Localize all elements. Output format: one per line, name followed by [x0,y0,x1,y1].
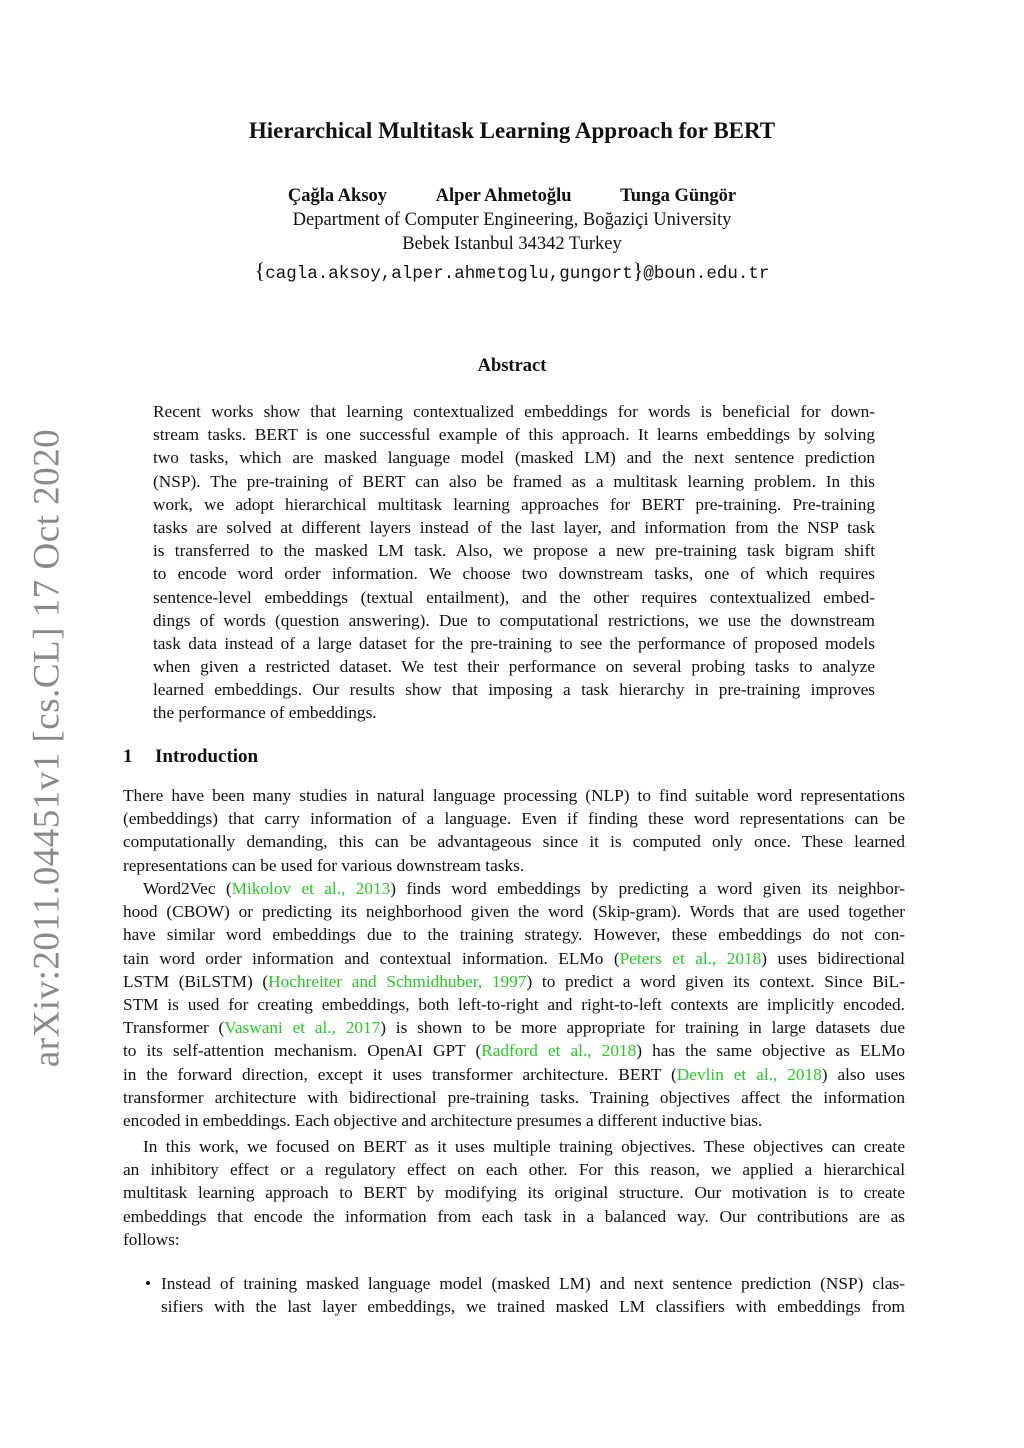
abstract-line: Recent works show that learning contextualized embeddings for words is beneficial for down- [153,402,875,421]
list-item [123,1272,905,1318]
abstract-line: work, we adopt hierarchical multitask learning approaches for BERT pre-training. Pre-training [153,494,875,514]
line-text: Transformer ( [123,1018,225,1038]
citation-link[interactable]: Hochreiter and Schmidhuber, 1997 [268,971,527,991]
line-text: ) also uses [821,1064,905,1084]
abstract-heading: Abstract [477,356,547,376]
section-title: Introduction [155,746,259,767]
paragraph-line [123,1039,905,1062]
paragraph-line: hood (CBOW) or predicting its neighborhood given the word (Skip-gram). Words that are used together [123,902,905,922]
line-text: ) finds word embeddings by predicting a word given its neighbor- [390,879,905,898]
affiliation-address: Bebek Istanbul 34342 Turkey [402,234,622,254]
citation-link[interactable]: Mikolov et al., 2013 [231,879,391,898]
intro-paragraph-3 [123,1135,905,1251]
abstract-line: task data instead of a large dataset for the pre-training to see the performance of proposed models [153,633,875,653]
line-text: in the forward direction, except it uses transformer architecture. BERT ( [123,1064,677,1084]
abstract-line: two tasks, which are masked language model (masked LM) and the next sentence prediction [153,448,875,468]
paragraph-line: computationally demanding, this can be advantageous since it is computed only once. These learned [123,832,905,852]
line-text: ) to predict a word given its context. Since BiL- [526,971,905,991]
email-open-brace: { [254,258,266,283]
citation-link[interactable]: Devlin et al., 2018 [676,1064,822,1084]
intro-paragraph-2 [123,877,905,1132]
email-usernames: cagla.aksoy,alper.ahmetoglu,gungort [265,264,633,284]
line-text: ) uses bidirectional [761,948,905,968]
author-name: Tunga Güngör [620,186,737,206]
abstract-line: tasks are solved at different layers instead of the last layer, and information from the NSP task [153,517,875,537]
author-name: Alper Ahmetoğlu [435,186,572,206]
email-domain: @boun.edu.tr [643,264,770,284]
paragraph-line: STM is used for creating embeddings, both left-to-right and right-to-left contexts are implicitly encoded. [123,994,905,1014]
paragraph-line [123,970,905,993]
paragraph-line: In this work, we focused on BERT as it uses multiple training objectives. These objectives can create [143,1137,905,1156]
citation-link[interactable]: Radford et al., 2018 [481,1041,637,1061]
line-text: to its self-attention mechanism. OpenAI GPT ( [123,1041,482,1061]
abstract-body [153,400,875,725]
paragraph-line: representations can be used for various downstream tasks. [123,855,525,875]
affiliation-department: Department of Computer Engineering, Boğaziçi University [292,210,732,230]
author-list [0,186,1024,207]
paragraph-line [123,877,905,900]
paper-title: Hierarchical Multitask Learning Approach for BERT [248,118,776,143]
paragraph-line: multitask learning approach to BERT by modifying its original structure. Our motivation is to create [123,1183,905,1203]
abstract-line: stream tasks. BERT is one successful example of this approach. It learns embeddings by solving [153,425,875,445]
paragraph-line [123,1016,905,1039]
line-text: LSTM (BiLSTM) ( [123,971,269,991]
paragraph-line: sifiers with the last layer embeddings, we trained masked LM classifiers with embeddings from [161,1297,905,1317]
line-text: ) is shown to be more appropriate for training in large datasets due [380,1018,905,1038]
line-text: Word2Vec ( [143,879,232,898]
paragraph-line: have similar word embeddings due to the training strategy. However, these embeddings do not con- [123,925,905,945]
paragraph-line: an inhibitory effect or a regulatory effect on each other. For this reason, we applied a hierarchical [123,1160,905,1180]
abstract-line: when given a restricted dataset. We test their performance on several probing tasks to analyze [153,657,875,677]
abstract-line: learned embeddings. Our results show that imposing a task hierarchy in pre-training improves [153,680,875,700]
bullet-icon: • [145,1274,152,1293]
paragraph-line: Instead of training masked language model (masked LM) and next sentence prediction (NSP) clas- [161,1274,905,1293]
intro-paragraph-1 [123,784,905,877]
abstract-line: to encode word order information. We choose two downstream tasks, one of which requires [153,564,875,584]
paragraph-line: transformer architecture with bidirectional pre-training tasks. Training objectives affect the information [123,1087,905,1107]
paragraph-line: follows: [123,1229,180,1249]
citation-link[interactable]: Peters et al., 2018 [619,948,762,968]
section-number: 1 [123,746,133,767]
paragraph-line: encoded in embeddings. Each objective and architecture presumes a different inductive bias. [123,1110,763,1130]
author-name: Çağla Aksoy [287,186,388,206]
abstract-line: (NSP). The pre-training of BERT can also be framed as a multitask learning problem. In this [153,471,875,491]
email-close-brace: } [632,258,644,283]
line-text: ) has the same objective as ELMo [636,1041,905,1061]
author-emails [0,258,1024,284]
abstract-line: sentence-level embeddings (textual entailment), and the other requires contextualized embed- [153,587,875,607]
abstract-line: is transferred to the masked LM task. Also, we propose a new pre-training task bigram shift [153,541,875,561]
abstract-line: dings of words (question answering). Due to computational restrictions, we use the downstream [153,610,875,630]
paragraph-line [123,1063,905,1086]
line-text: tain word order information and contextual information. ELMo ( [123,948,620,968]
arxiv-identifier-stamp: arXiv:2011.04451v1 [cs.CL] 17 Oct 2020 [26,428,68,1068]
abstract-line: the performance of embeddings. [153,703,377,723]
contributions-list [123,1272,905,1318]
paragraph-line [123,947,905,970]
citation-link[interactable]: Vaswani et al., 2017 [224,1018,381,1038]
paragraph-line: embeddings that encode the information from each task in a balanced way. Our contributions are as [123,1206,905,1226]
section-heading-introduction [123,746,258,768]
paragraph-line: (embeddings) that carry information of a language. Even if finding these word representations can be [123,809,905,829]
paragraph-line: There have been many studies in natural language processing (NLP) to find suitable word representations [123,786,905,805]
